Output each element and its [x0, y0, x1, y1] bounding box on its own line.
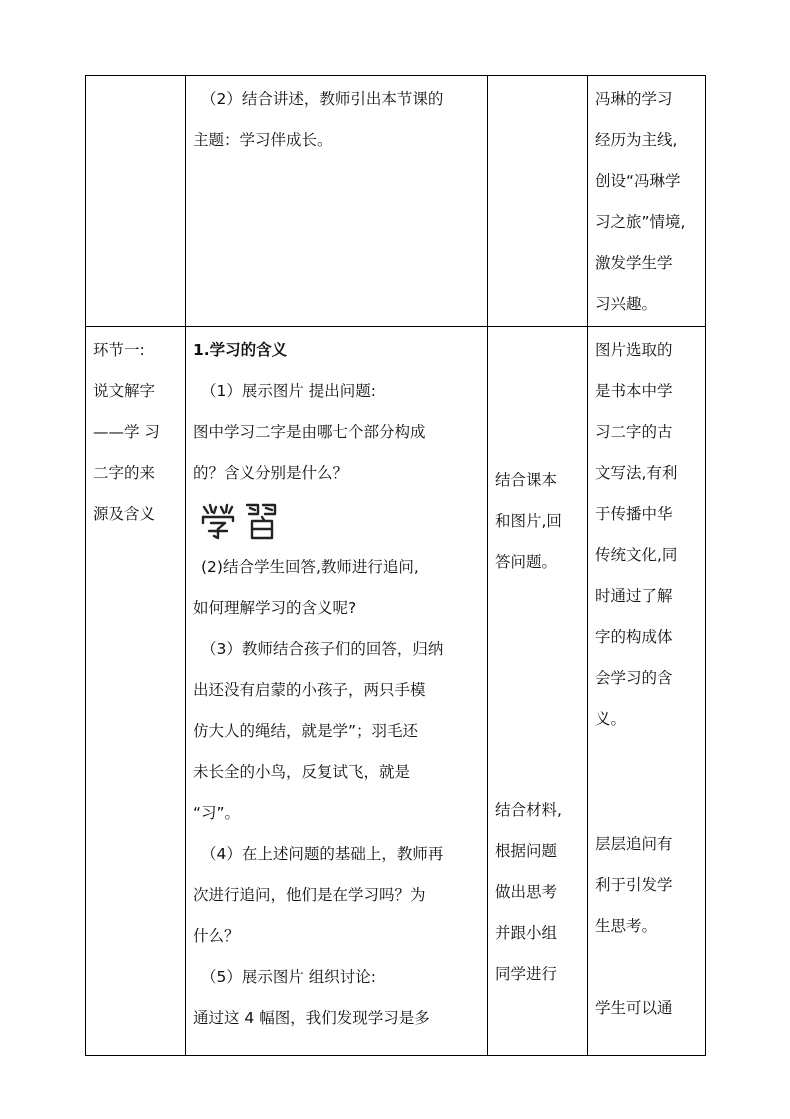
text-line: 并跟小组 — [495, 924, 558, 942]
text-line: ——学 习 — [93, 423, 160, 441]
design-intent-cell — [588, 327, 706, 1056]
text-line: 主题：学习伴成长。 — [193, 131, 333, 149]
text-line: （1）展示图片 提出问题: — [201, 382, 377, 400]
text-line: 会学习的含 — [595, 669, 673, 687]
stage-cell — [86, 327, 186, 1056]
text-line: 于传播中华 — [595, 505, 673, 523]
seal-xi-icon — [243, 501, 281, 541]
text-line: 和图片,回 — [495, 512, 562, 530]
text-line: 文写法,有利 — [595, 464, 678, 482]
text-line: 什么？ — [193, 927, 240, 945]
text-line: 通过这 4 幅图，我们发现学习是多 — [193, 1009, 430, 1027]
section-heading: 1.学习的含义 — [193, 341, 288, 359]
text-line: （2）结合讲述，教师引出本节课的 — [201, 90, 444, 108]
text-line: 传统文化,同 — [595, 546, 678, 564]
text-line: 生思考。 — [595, 917, 658, 935]
text-line: 同学进行 — [495, 965, 558, 983]
text-line: 仿大人的绳结，就是学”；羽毛还 — [193, 722, 419, 740]
text-line: 冯琳的学习 — [595, 90, 673, 108]
text-line: 说文解字 — [93, 382, 156, 400]
text-line: 利于引发学 — [595, 876, 673, 894]
text-line: 义。 — [595, 710, 627, 728]
text-line: 二字的来 — [93, 464, 156, 482]
text-line: 图片选取的 — [595, 341, 673, 359]
table-row — [86, 76, 706, 327]
text-line: 次进行追问，他们是在学习吗？为 — [193, 886, 426, 904]
text-line: 习兴趣。 — [595, 295, 658, 313]
text-line: 答问题。 — [495, 553, 558, 571]
student-activity-cell — [488, 76, 588, 327]
text-line: 源及含义 — [93, 505, 156, 523]
text-line: 时通过了解 — [595, 587, 673, 605]
text-line: （5）展示图片 组织讨论: — [201, 968, 377, 986]
text-line: 出还没有启蒙的小孩子，两只手模 — [193, 681, 426, 699]
text-line: 激发学生学 — [595, 254, 673, 272]
text-line: 结合材料, — [495, 801, 562, 819]
text-line: 是书本中学 — [595, 382, 673, 400]
text-line: 根据问题 — [495, 842, 558, 860]
table-row — [86, 327, 706, 1056]
student-activity-cell — [488, 327, 588, 1056]
text-line: 图中学习二字是由哪七个部分构成 — [193, 423, 426, 441]
text-line: 未长全的小鸟，反复试飞，就是 — [193, 763, 411, 781]
seal-script-xuexi-icon — [193, 494, 480, 547]
text-line: 的？含义分别是什么？ — [193, 464, 349, 482]
teacher-activity-cell — [186, 76, 488, 327]
seal-xue-icon — [199, 501, 237, 541]
text-line: 习二字的古 — [595, 423, 673, 441]
lesson-plan-table — [85, 75, 706, 1056]
stage-cell — [86, 76, 186, 327]
text-line: “习”。 — [193, 804, 241, 822]
text-line: 习之旅”情境, — [595, 213, 686, 231]
text-line: 创设“冯琳学 — [595, 172, 681, 190]
text-line: （4）在上述问题的基础上，教师再 — [201, 845, 444, 863]
text-line: 如何理解学习的含义呢? — [193, 599, 357, 617]
text-line: 结合课本 — [495, 471, 558, 489]
text-line: 环节一: — [93, 341, 145, 359]
teacher-activity-cell — [186, 327, 488, 1056]
text-line: 学生可以通 — [595, 999, 673, 1017]
text-line: (2)结合学生回答,教师进行追问, — [201, 558, 419, 576]
text-line: 层层追问有 — [595, 835, 673, 853]
text-line: 经历为主线, — [595, 131, 678, 149]
text-line: 字的构成体 — [595, 628, 673, 646]
text-line: （3）教师结合孩子们的回答，归纳 — [201, 640, 444, 658]
text-line: 做出思考 — [495, 883, 558, 901]
design-intent-cell — [588, 76, 706, 327]
